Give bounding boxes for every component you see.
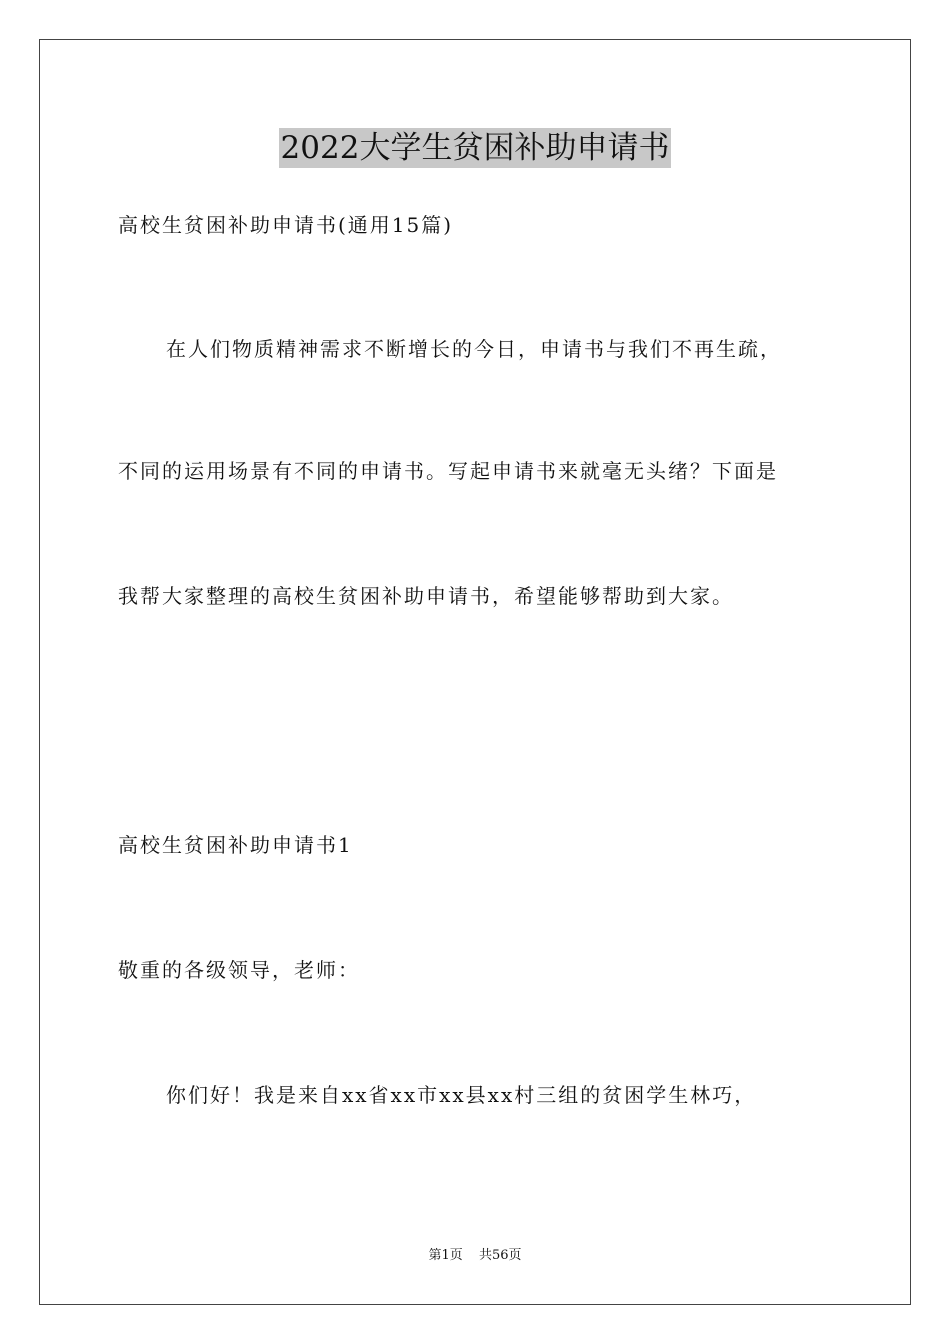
intro-line-1: 在人们物质精神需求不断增长的今日，申请书与我们不再生疏，	[166, 337, 782, 361]
title-container	[0, 128, 950, 168]
body-line-1: 你们好！我是来自xx省xx市xx县xx村三组的贫困学生林巧，	[166, 1083, 757, 1107]
document-subtitle: 高校生贫困补助申请书(通用15篇)	[118, 213, 454, 237]
intro-line-2: 不同的运用场景有不同的申请书。写起申请书来就毫无头绪？下面是	[118, 459, 778, 483]
salutation: 敬重的各级领导，老师：	[118, 958, 360, 982]
document-title: 2022大学生贫困补助申请书	[280, 130, 670, 166]
intro-line-3: 我帮大家整理的高校生贫困补助申请书，希望能够帮助到大家。	[118, 584, 734, 608]
page-number: 第1页	[428, 1248, 463, 1263]
section-heading: 高校生贫困补助申请书1	[118, 833, 353, 857]
page-total: 共56页	[478, 1248, 522, 1263]
page-footer	[0, 1246, 950, 1266]
